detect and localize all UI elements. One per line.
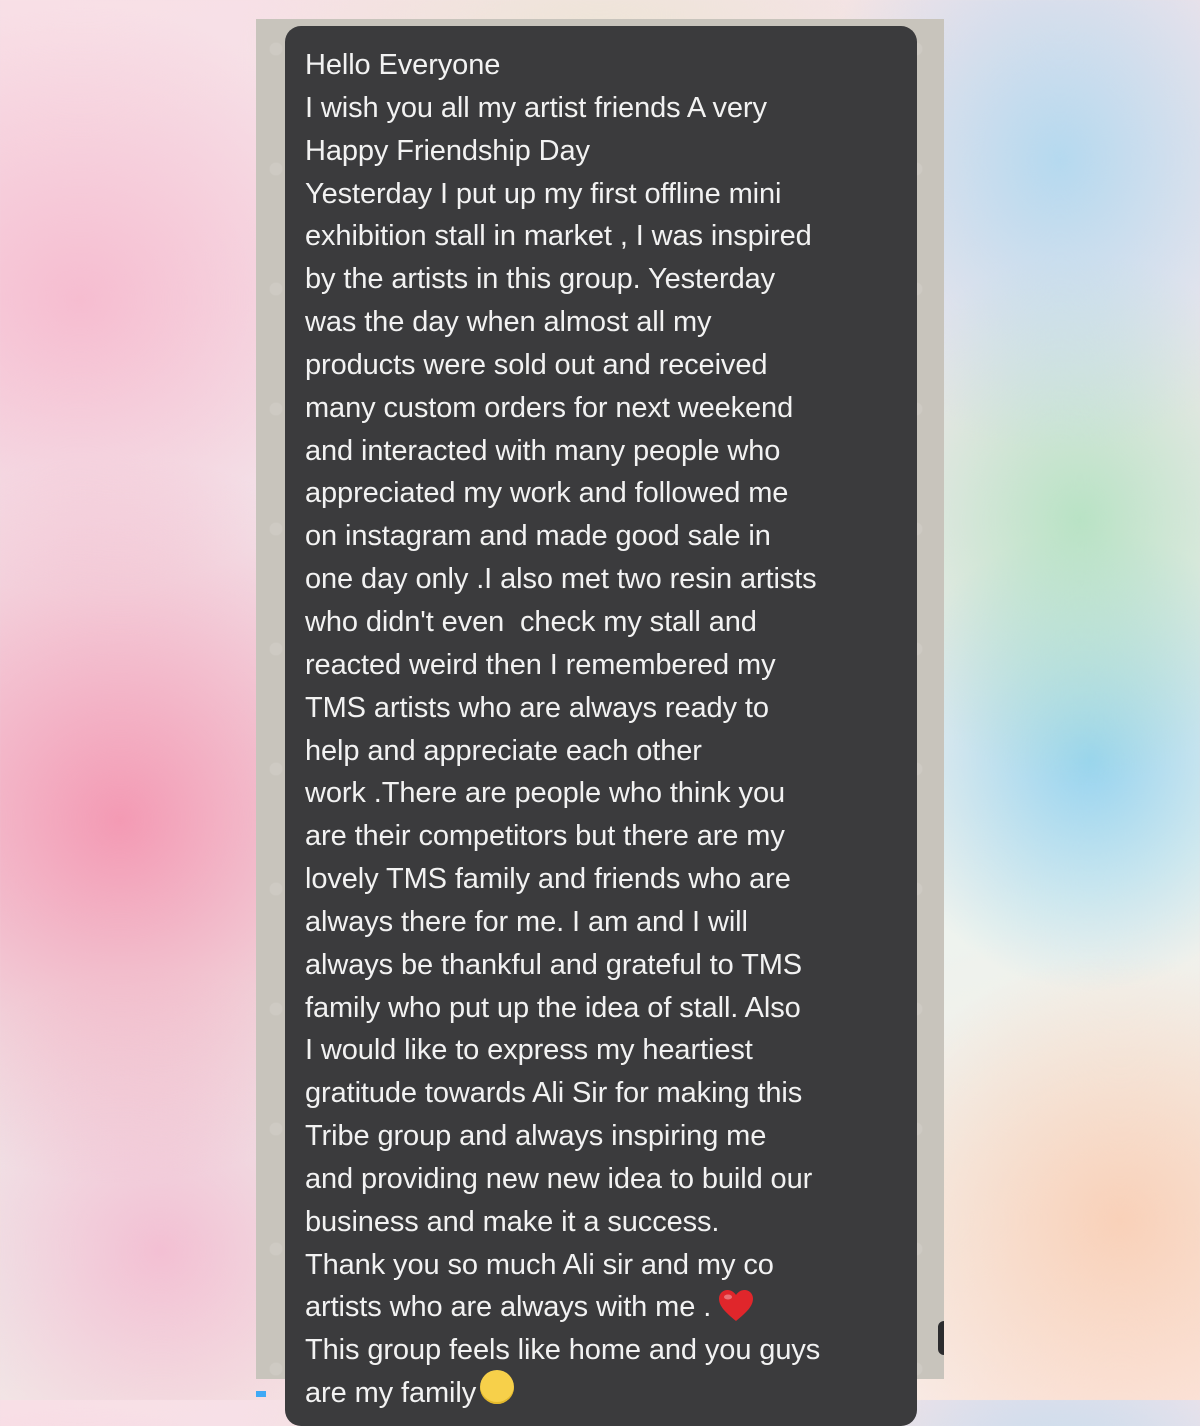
- message-line: reacted weird then I remembered my: [305, 648, 776, 681]
- message-line: Thank you so much Ali sir and my co: [305, 1248, 774, 1281]
- message-line: Yesterday I put up my first offline mini: [305, 177, 782, 210]
- message-line: business and make it a success.: [305, 1205, 720, 1238]
- message-line: one day only .I also met two resin artists: [305, 563, 817, 596]
- message-line: products were sold out and received: [305, 348, 768, 381]
- message-line: by the artists in this group. Yesterday: [305, 263, 776, 296]
- message-line: appreciated my work and followed me: [305, 477, 789, 510]
- message-line: family who put up the idea of stall. Also: [305, 991, 801, 1024]
- message-line: and providing new new idea to build our: [305, 1162, 813, 1195]
- message-line: always there for me. I am and I will: [305, 905, 748, 938]
- message-line-with-heart: [305, 1286, 901, 1329]
- message-line: are my family: [305, 1377, 477, 1410]
- scroll-edge-handle: [938, 1321, 944, 1355]
- message-line: Hello Everyone: [305, 49, 501, 81]
- message-line: lovely TMS family and friends who are: [305, 863, 791, 896]
- heart-highlight: [724, 1294, 732, 1299]
- message-line: Happy Friendship Day: [305, 134, 590, 167]
- message-line: I wish you all my artist friends A very: [305, 91, 767, 124]
- message-line: always be thankful and grateful to TMS: [305, 948, 803, 981]
- heart-emoji-svg: [717, 1287, 755, 1325]
- message-line: exhibition stall in market , I was inspired: [305, 220, 812, 253]
- message-line: work .There are people who think you: [305, 777, 785, 810]
- heart-emoji-icon: [717, 1287, 755, 1325]
- message-line: I would like to express my heartiest: [305, 1034, 753, 1067]
- message-line: many custom orders for next weekend: [305, 391, 794, 424]
- message-line: This group feels like home and you guys: [305, 1334, 821, 1367]
- edge-marker: [256, 1391, 266, 1397]
- message-line: help and appreciate each other: [305, 734, 702, 767]
- message-line: are their competitors but there are my: [305, 820, 785, 853]
- chat-screenshot: [256, 19, 944, 1410]
- message-line: on instagram and made good sale in: [305, 520, 771, 553]
- heart-shape: [719, 1290, 753, 1321]
- message-line: TMS artists who are always ready to: [305, 691, 769, 724]
- message-line: was the day when almost all my: [305, 306, 712, 339]
- message-line: who didn't even check my stall and: [305, 605, 757, 638]
- message-line-text: artists who are always with me .: [305, 1291, 712, 1324]
- message-line: and interacted with many people who: [305, 434, 781, 467]
- message-line: gratitude towards Ali Sir for making this: [305, 1077, 803, 1110]
- message-bubble[interactable]: [285, 26, 917, 1426]
- smiling-face-emoji-icon: [480, 1370, 514, 1404]
- message-line: Tribe group and always inspiring me: [305, 1120, 767, 1153]
